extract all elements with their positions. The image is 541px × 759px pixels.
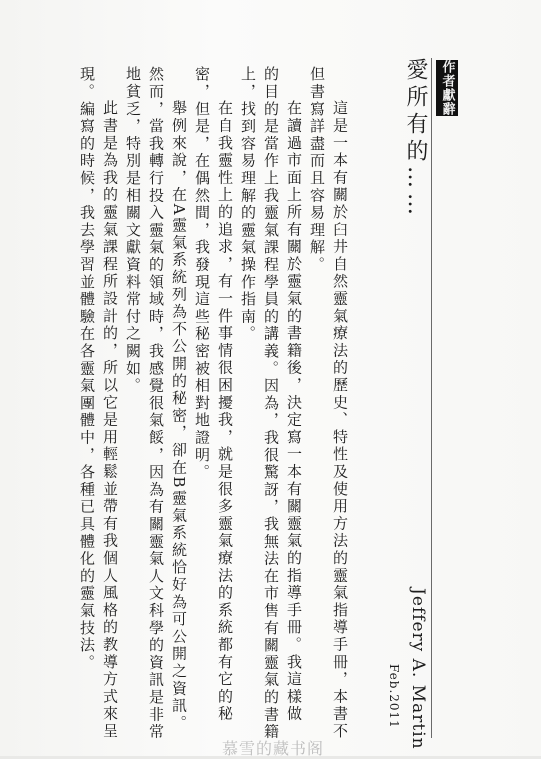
text-column-12: 現。編寫的時候，我去學習並體驗在各靈氣團體中，各種已具體化的靈氣技法。	[78, 66, 96, 672]
text-column-10: 地貧乏，特別是相關文獻資料常付之闕如。	[124, 66, 142, 395]
text-column-11: 此書是為我的靈氣課程所設計的，所以它是用輕鬆並帶有我個人風格的教導方式來呈	[101, 100, 119, 741]
text-column-5: 上，找到容易理解的靈氣操作指南。	[239, 66, 257, 343]
title-divider	[431, 58, 432, 738]
text-column-8: 舉例來說，在A靈氣系統列為不公開的秘密，卻在B靈氣系統恰好為可公開之資訊。	[170, 100, 188, 732]
text-column-2: 但書寫詳盡而且容易理解。	[308, 66, 326, 274]
text-column-7: 密，但是，在偶然間，我發現這些秘密被相對地證明。	[193, 66, 211, 482]
page-title: 愛所有的……	[403, 58, 428, 220]
text-column-3: 在讀過市面上所有關於靈氣的書籍後，決定寫一本有關靈氣的指導手冊。我這樣做	[285, 100, 303, 723]
section-badge: 作者獻辭	[436, 60, 458, 116]
text-column-1: 這是一本有關於臼井自然靈氣療法的歷史、特性及使用方法的靈氣指導手冊，本書不	[331, 100, 349, 741]
signature-date: Feb.2011	[387, 664, 401, 729]
author-signature: Jeffery A. Martin	[408, 588, 428, 750]
watermark: 慕雪的藏书阁	[222, 739, 325, 758]
text-column-6: 在自我靈性上的追求，有一件事情很困擾我，就是很多靈氣療法的系統都有它的秘	[216, 100, 234, 723]
text-column-4: 的目的是當作上我靈氣課程學員的講義。因為，我很驚訝，我無法在市售有關靈氣的書籍	[262, 66, 280, 741]
text-column-9: 然而，當我轉行投入靈氣的領域時，我感覺很氣餒，因為有關靈氣人文科學的資訊是非常	[147, 66, 165, 741]
